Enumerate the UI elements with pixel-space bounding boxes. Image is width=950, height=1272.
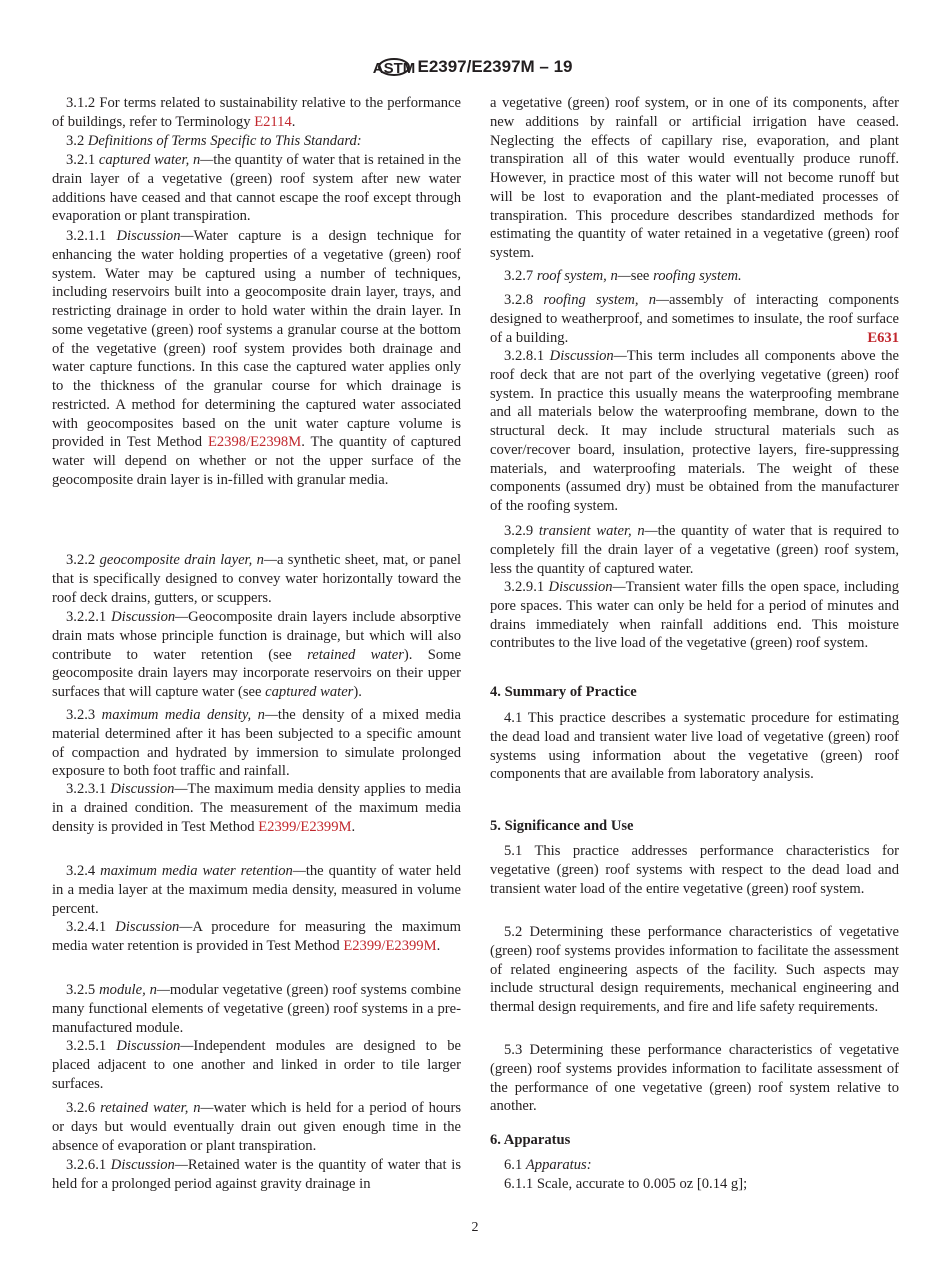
paragraph xyxy=(490,1175,899,1194)
paragraph xyxy=(52,608,461,702)
section-heading xyxy=(490,683,899,702)
text-run: Independent modules are designed to be placed adjacent to one another and linked in order to tile larger surfaces. xyxy=(52,1038,462,1092)
text-run: 3.2 xyxy=(66,133,88,149)
standard-reference-link[interactable]: E2399/E2399M xyxy=(258,818,352,835)
text-run: see xyxy=(630,268,654,284)
text-run: modular vegetative (green) roof systems combine many functional elements of vegetative (green) roof systems in a pre-manufactured module. xyxy=(52,982,461,1036)
paragraph xyxy=(52,151,461,226)
text-run: 5.3 Determining these performance characteristics of vegetative (green) roof systems provides information to facilitate assessment of the performance of one vegetative (green) roof system relative to another. xyxy=(490,1042,899,1115)
section-heading xyxy=(490,817,899,836)
text-run: 3.2.4 xyxy=(66,863,101,879)
section-heading xyxy=(490,1131,899,1150)
paragraph xyxy=(52,1037,461,1093)
text-run: Geocomposite drain layers include absorptive drain mats whose principle function is drainage, but which will also contribute to water retention (see xyxy=(52,609,461,663)
text-run: assembly of interacting components designed to weatherproof, and sometimes to insulate, the roof surface of a building. xyxy=(490,292,900,346)
paragraph xyxy=(490,267,899,286)
text-run: 3.2.2 xyxy=(66,552,100,568)
text-run: . xyxy=(436,937,441,954)
paragraph xyxy=(52,862,461,918)
standard-reference-link[interactable]: E2399/E2399M xyxy=(343,937,437,954)
paragraph xyxy=(490,347,899,516)
astm-logo-icon xyxy=(373,52,416,82)
paragraph xyxy=(490,1041,899,1116)
text-run: Retained water is the quantity of water that is held for a prolonged period against gravity drainage in xyxy=(52,1157,461,1192)
standard-reference-link[interactable]: E2398/E2398M xyxy=(207,434,302,451)
page-number: 2 xyxy=(471,1220,479,1235)
text-run: 3.2.2.1 xyxy=(66,609,112,625)
text-run: 3.2.1 xyxy=(66,152,99,168)
text-run: 6.1.1 Scale, accurate to 0.005 oz [0.14 g]; xyxy=(504,1176,748,1192)
italic-term: Discussion— xyxy=(116,1038,194,1054)
italic-term: retained water xyxy=(307,646,404,663)
text-run: the quantity of water that is required to completely fill the drain layer of a vegetative (green) roof system, less the quantity of captured water. xyxy=(490,523,899,577)
paragraph xyxy=(490,578,899,653)
paragraph xyxy=(490,291,899,347)
text-run: 3.2.3 xyxy=(66,707,102,723)
text-run: The maximum media density applies to media in a drained condition. The measurement of the maximum media density is provided in Test Method xyxy=(52,781,461,835)
italic-term: Definitions of Terms Specific to This Standard: xyxy=(87,133,362,149)
text-run: . xyxy=(291,113,296,130)
italic-term: Discussion— xyxy=(111,609,189,625)
italic-term: maximum media density, n— xyxy=(101,707,278,723)
text-run: 5.1 This practice addresses performance characteristics for vegetative (green) roof systems with respect to the dead load and transient water load of the entire vegetative (green) roof system. xyxy=(490,843,899,897)
paragraph xyxy=(52,132,461,151)
italic-term: Discussion— xyxy=(110,1157,188,1173)
paragraph xyxy=(52,1099,461,1155)
text-run: the quantity of water that is retained in the drain layer of a vegetative (green) roof system after new water additions have ceased and that cannot escape the roof except through evaporation or plant transpiration. xyxy=(52,152,461,225)
italic-term: Apparatus: xyxy=(525,1157,592,1173)
paragraph xyxy=(490,923,899,1017)
paragraph xyxy=(490,1156,899,1175)
italic-term: roofing system, n— xyxy=(543,292,670,308)
text-run: . xyxy=(351,818,356,835)
italic-term: Discussion— xyxy=(110,781,188,797)
paragraph xyxy=(52,94,461,132)
italic-term: Discussion— xyxy=(548,579,626,595)
paragraph xyxy=(52,1156,461,1194)
italic-term: roofing system. xyxy=(653,268,742,284)
text-run: 3.2.5.1 xyxy=(66,1038,117,1054)
text-run: Water capture is a design technique for enhancing the water holding properties of a vegetative (green) roof system. Water may be captured using a number of techniques, including reservoirs built into a geocomposite drain layer, trays, and restricting drainage in order to hold water within the drain layer. In some vegetative (green) roof systems a granular course at the bottom of the vegetative (green) roof system provides both drainage and water capture functions. In this case the captured water applies only to the thickness of the granular course for which drainage is restricted. A method for determining the captured water associated with geocomposites based on the unit water capture volume is provided in Test Method xyxy=(52,228,461,451)
italic-term: maximum media water retention— xyxy=(100,863,306,879)
text-run: 3.2.6.1 xyxy=(66,1157,111,1173)
italic-term: Discussion— xyxy=(116,228,194,244)
text-run: a synthetic sheet, mat, or panel that is specifically designed to convey water horizontally toward the roof deck drains, gutters, or scuppers. xyxy=(52,552,461,606)
standard-reference-link[interactable]: E2114 xyxy=(254,113,292,130)
text-run: 3.2.9.1 xyxy=(504,579,549,595)
text-run: the quantity of water held in a media layer at the maximum media density, measured in volume percent. xyxy=(52,863,461,917)
italic-term: transient water, n— xyxy=(538,523,658,539)
text-run: 5.2 Determining these performance characteristics of vegetative (green) roof systems provides information to facilitate the assessment of related engineering aspects of the facility. Such aspects may include structural design requirements, mechanical engineering and thermal design requirements, and fire and life safety requirements. xyxy=(490,924,899,1015)
italic-term: Discussion— xyxy=(549,348,627,364)
text-run: 3.2.1.1 xyxy=(66,228,117,244)
text-run: 3.2.4.1 xyxy=(66,919,116,935)
text-run: ). xyxy=(353,684,362,700)
text-run: 3.2.3.1 xyxy=(66,781,111,797)
text-run: A procedure for measuring the maximum media water retention is provided in Test Method xyxy=(52,919,461,954)
paragraph xyxy=(52,918,461,956)
text-run: This term includes all components above the roof deck that are not part of the overlying vegetative (green) roof system. In practice this usually means the waterproofing membrane and all materials below the waterproofing membrane, down to the structural deck. It may include structural materials such as cover/recover board, insulation, protective layers, fire-suppressing materials, and waterproofing materials. The weight of these components (assumed dry) must be obtained from the manufacturer of the roofing system. xyxy=(490,348,900,514)
text-run: 3.2.5 xyxy=(66,982,100,998)
standard-reference-link[interactable]: E631 xyxy=(867,329,899,346)
italic-term: Discussion— xyxy=(115,919,193,935)
text-run: 3.2.9 xyxy=(504,523,539,539)
italic-term: captured water xyxy=(265,684,354,700)
paragraph xyxy=(52,981,461,1037)
document-designation: E2397/E2397M – 19 xyxy=(417,57,573,76)
text-run: the density of a mixed media material determined after it has been subjected to a specific amount of compaction and hydrated by immersion to simulate prolonged exposure to both foot traffic and rainfall. xyxy=(52,707,461,780)
text-run: 3.2.8 xyxy=(504,292,544,308)
text-run: 4. Summary of Practice xyxy=(490,684,637,700)
text-run: ). Some geocomposite drain layers may incorporate reservoirs on their upper surfaces that will capture water (see xyxy=(52,646,462,700)
text-run: water which is held for a period of hours or days but would eventually drain out given enough time in the absence of evaporation or plant transpiration. xyxy=(52,1100,462,1154)
paragraph xyxy=(52,551,461,607)
text-run: 5. Significance and Use xyxy=(490,818,634,834)
text-run: 6.1 xyxy=(504,1157,526,1173)
page-header xyxy=(0,52,950,82)
paragraph xyxy=(490,709,899,784)
text-run: 3.2.6 xyxy=(66,1100,101,1116)
italic-term: roof system, n— xyxy=(536,268,631,284)
text-run: 3.2.7 xyxy=(504,268,537,284)
italic-term: module, n— xyxy=(99,982,170,998)
italic-term: captured water, n— xyxy=(98,152,214,168)
text-run: 4.1 This practice describes a systematic procedure for estimating the dead load and transient water live load of vegetative (green) roof systems using information about the vegetative (green) roof components that are available from laboratory analysis. xyxy=(490,710,899,783)
text-run: . The quantity of captured water will depend on whether or not the upper surface of the geocomposite drain layer is in-filled with granular media. xyxy=(52,434,461,488)
paragraph xyxy=(52,780,461,836)
paragraph xyxy=(490,94,899,263)
text-run: a vegetative (green) roof system, or in one of its components, after new additions by rainfall or artificial irrigation have ceased. Neglecting the effects of capillary rise, evaporation, and plant transpiration all of this water would eventually produce runoff. However, in practice most of this water will not become runoff but will be lost to evaporation and the plant-mediated processes of transpiration. This procedure describes standardized methods for estimating the quantity of water retained in a vegetative (green) roof system. xyxy=(490,95,899,261)
text-run: 3.2.8.1 xyxy=(504,348,550,364)
svg-text:ASTM: ASTM xyxy=(373,60,416,77)
text-run: 3.1.2 For terms related to sustainability relative to the performance of buildings, refer to Terminology xyxy=(52,95,461,130)
text-run: Transient water fills the open space, including pore spaces. This water can only be held for a period of minutes and drains immediately when rainfall additions end. This moisture contributes to the live load of the vegetative (green) roof system. xyxy=(490,579,900,652)
paragraph xyxy=(490,842,899,898)
text-run: 6. Apparatus xyxy=(490,1132,571,1148)
paragraph xyxy=(52,706,461,781)
paragraph xyxy=(490,522,899,578)
italic-term: geocomposite drain layer, n— xyxy=(99,552,277,568)
paragraph xyxy=(52,227,461,490)
italic-term: retained water, n— xyxy=(100,1100,214,1116)
